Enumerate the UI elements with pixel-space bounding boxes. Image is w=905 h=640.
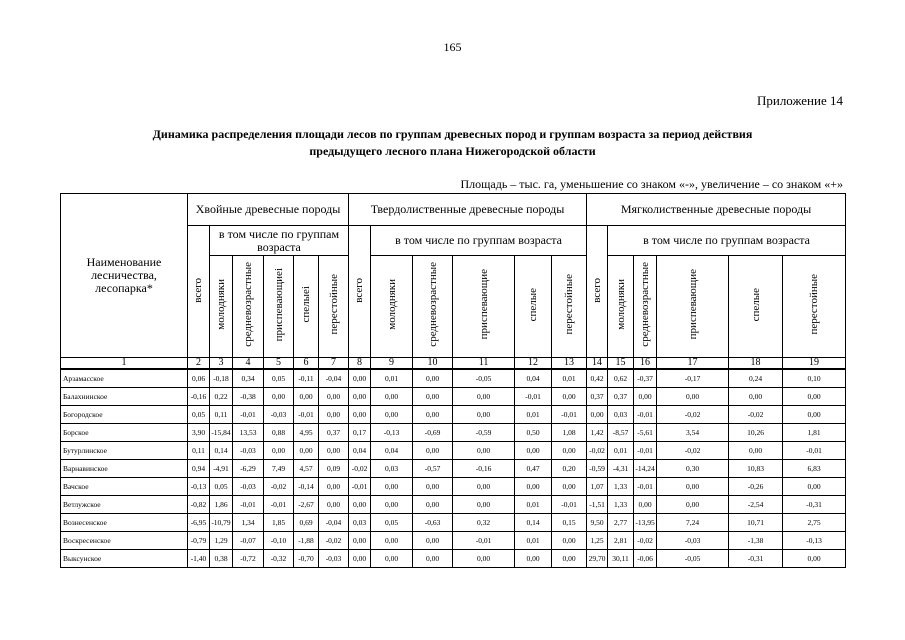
column-number: 8 <box>349 358 371 370</box>
page-number: 165 <box>443 40 462 54</box>
table-cell: -0,57 <box>413 460 453 478</box>
table-row <box>61 460 846 478</box>
table-cell: -1,38 <box>729 532 783 550</box>
table-cell: -0,02 <box>319 532 349 550</box>
table-cell: 0,94 <box>188 460 210 478</box>
forestry-name: Вачское <box>61 478 188 496</box>
table-cell: 0,00 <box>552 388 587 406</box>
table-cell: -0,14 <box>294 478 319 496</box>
table-cell: 0,00 <box>413 369 453 388</box>
table-cell: 10,83 <box>729 460 783 478</box>
table-cell: 0,00 <box>453 496 515 514</box>
table-cell: -0,26 <box>729 478 783 496</box>
table-cell: 0,00 <box>413 550 453 568</box>
table-cell: 0,00 <box>413 442 453 460</box>
table-cell: 0,00 <box>371 478 413 496</box>
table-cell: -0,01 <box>233 406 264 424</box>
table-cell: 0,00 <box>453 478 515 496</box>
table-cell: -0,06 <box>634 550 657 568</box>
table-row <box>61 550 846 568</box>
header-conifer-subgroup: в том числе по группам возраста <box>210 226 349 256</box>
header-soft-total: всего <box>587 226 608 358</box>
table-cell: 2,77 <box>608 514 634 532</box>
table-cell: 2,75 <box>783 514 846 532</box>
header-soft-ripe: спелые <box>729 256 783 358</box>
table-cell: 1,34 <box>233 514 264 532</box>
table-row <box>61 388 846 406</box>
table-row <box>61 442 846 460</box>
table-cell: -0,17 <box>657 369 729 388</box>
table-cell: 1,25 <box>587 532 608 550</box>
table-cell: 4,57 <box>294 460 319 478</box>
header-soft-maturing: приспевающие <box>657 256 729 358</box>
table-cell: 30,11 <box>608 550 634 568</box>
table-cell: -0,03 <box>319 550 349 568</box>
table-cell: 0,14 <box>515 514 552 532</box>
table-row <box>61 424 846 442</box>
forest-dynamics-table <box>60 193 846 568</box>
table-cell: 0,04 <box>349 442 371 460</box>
table-cell: 0,38 <box>210 550 233 568</box>
table-body <box>61 369 846 568</box>
table-cell: 0,17 <box>349 424 371 442</box>
table-cell: -0,16 <box>453 460 515 478</box>
table-cell: 13,53 <box>233 424 264 442</box>
table-cell: 0,00 <box>453 406 515 424</box>
table-row <box>61 514 846 532</box>
table-cell: 0,00 <box>349 532 371 550</box>
table-cell: 0,62 <box>608 369 634 388</box>
table-cell: -5,61 <box>634 424 657 442</box>
table-cell: -0,07 <box>233 532 264 550</box>
forestry-name: Балахнинское <box>61 388 188 406</box>
forestry-name: Богородское <box>61 406 188 424</box>
table-cell: -0,02 <box>634 532 657 550</box>
table-cell: 0,05 <box>188 406 210 424</box>
table-cell: -0,01 <box>552 496 587 514</box>
table-cell: -0,59 <box>453 424 515 442</box>
table-cell: 0,15 <box>552 514 587 532</box>
table-cell: 1,86 <box>210 496 233 514</box>
table-cell: 0,00 <box>729 388 783 406</box>
table-cell: -4,31 <box>608 460 634 478</box>
table-cell: 0,00 <box>319 388 349 406</box>
table-cell: -0,01 <box>294 406 319 424</box>
table-cell: 0,00 <box>587 406 608 424</box>
table-cell: 1,85 <box>264 514 294 532</box>
table-cell: -0,01 <box>634 478 657 496</box>
table-row <box>61 478 846 496</box>
forestry-name: Выксунское <box>61 550 188 568</box>
table-cell: -0,01 <box>634 442 657 460</box>
table-cell: 0,00 <box>264 388 294 406</box>
table-cell: 0,00 <box>413 496 453 514</box>
table-cell: 0,03 <box>608 406 634 424</box>
table-cell: 0,00 <box>657 478 729 496</box>
table-cell: 0,00 <box>294 442 319 460</box>
table-cell: 0,00 <box>264 442 294 460</box>
column-number: 10 <box>413 358 453 370</box>
table-cell: 0,00 <box>729 442 783 460</box>
title-line-1: Динамика распределения площади лесов по группам древесных пород и группам возраста за период действия <box>152 127 753 141</box>
forestry-name: Бутурлинское <box>61 442 188 460</box>
table-cell: 0,42 <box>587 369 608 388</box>
table-cell: -0,70 <box>294 550 319 568</box>
table-cell: 0,50 <box>515 424 552 442</box>
header-conifer-maturing: приспевающиеi <box>264 256 294 358</box>
table-cell: 1,08 <box>552 424 587 442</box>
table-cell: 9,50 <box>587 514 608 532</box>
table-cell: 2,81 <box>608 532 634 550</box>
header-hard-ripe: спелые <box>515 256 552 358</box>
table-cell: 0,00 <box>634 496 657 514</box>
table-cell: 0,01 <box>515 532 552 550</box>
table-cell: 1,29 <box>210 532 233 550</box>
table-cell: -13,95 <box>634 514 657 532</box>
table-cell: -0,04 <box>319 369 349 388</box>
table-cell: -2,67 <box>294 496 319 514</box>
table-row <box>61 369 846 388</box>
table-cell: -0,32 <box>264 550 294 568</box>
table-row <box>61 496 846 514</box>
table-cell: 10,71 <box>729 514 783 532</box>
header-name-column: Наименование лесничества, лесопарка* <box>61 194 188 358</box>
table-cell: 0,88 <box>264 424 294 442</box>
table-cell: 0,37 <box>319 424 349 442</box>
table-cell: 7,24 <box>657 514 729 532</box>
table-cell: -0,13 <box>188 478 210 496</box>
table-cell: -1,40 <box>188 550 210 568</box>
table-cell: -0,10 <box>264 532 294 550</box>
header-hard-subgroup: в том числе по группам возраста <box>371 226 587 256</box>
table-cell: 0,00 <box>371 406 413 424</box>
column-number: 17 <box>657 358 729 370</box>
forestry-name: Ветлужское <box>61 496 188 514</box>
table-cell: -0,18 <box>210 369 233 388</box>
table-cell: 0,37 <box>587 388 608 406</box>
table-cell: -6,29 <box>233 460 264 478</box>
table-cell: 0,00 <box>349 496 371 514</box>
forestry-name: Воскресенское <box>61 532 188 550</box>
table-cell: 0,04 <box>515 369 552 388</box>
forestry-name: Арзамасское <box>61 369 188 388</box>
header-group-softwood: Мягколиственные древесные породы <box>587 194 846 226</box>
table-cell: 0,05 <box>371 514 413 532</box>
table-cell: 0,00 <box>371 532 413 550</box>
table-row <box>61 406 846 424</box>
table-cell: -0,01 <box>453 532 515 550</box>
table-cell: 0,09 <box>319 460 349 478</box>
table-cell: -0,05 <box>453 369 515 388</box>
table-cell: 0,22 <box>210 388 233 406</box>
header-soft-middle: средневозрастные <box>634 256 657 358</box>
column-number: 2 <box>188 358 210 370</box>
column-number: 3 <box>210 358 233 370</box>
table-cell: -0,05 <box>657 550 729 568</box>
table-cell: -0,02 <box>657 406 729 424</box>
table-cell: 0,05 <box>210 478 233 496</box>
table-cell: -0,02 <box>657 442 729 460</box>
table-cell: -0,63 <box>413 514 453 532</box>
header-hard-overripe: перестойные <box>552 256 587 358</box>
table-cell: 1,81 <box>783 424 846 442</box>
forestry-name: Варнавинское <box>61 460 188 478</box>
table-cell: -0,37 <box>634 369 657 388</box>
table-cell: -10,79 <box>210 514 233 532</box>
header-hard-maturing: приспевающие <box>453 256 515 358</box>
table-cell: 0,00 <box>349 369 371 388</box>
table-cell: 0,20 <box>552 460 587 478</box>
header-hard-middle: средневозрастные <box>413 256 453 358</box>
table-cell: -0,02 <box>349 460 371 478</box>
table-cell: -0,01 <box>783 442 846 460</box>
table-cell: -0,02 <box>587 442 608 460</box>
column-number: 6 <box>294 358 319 370</box>
table-cell: 0,00 <box>552 532 587 550</box>
table-cell: 0,00 <box>319 442 349 460</box>
table-cell: -0,04 <box>319 514 349 532</box>
units-note: Площадь – тыс. га, уменьшение со знаком «-», увеличение – со знаком «+» <box>460 177 843 191</box>
table-cell: -0,02 <box>264 478 294 496</box>
table-cell: 0,03 <box>371 460 413 478</box>
table-cell: 0,00 <box>783 388 846 406</box>
table-cell: 1,33 <box>608 496 634 514</box>
table-cell: 0,00 <box>349 550 371 568</box>
table-cell: 0,01 <box>552 369 587 388</box>
table-cell: -0,01 <box>349 478 371 496</box>
table-cell: -4,91 <box>210 460 233 478</box>
table-cell: -1,51 <box>587 496 608 514</box>
table-cell: 4,95 <box>294 424 319 442</box>
table-cell: 0,11 <box>210 406 233 424</box>
header-soft-subgroup: в том числе по группам возраста <box>608 226 846 256</box>
table-cell: -0,69 <box>413 424 453 442</box>
table-cell: -0,13 <box>371 424 413 442</box>
table-cell: -0,02 <box>729 406 783 424</box>
table-cell: 0,00 <box>657 496 729 514</box>
table-cell: 0,00 <box>552 478 587 496</box>
table-cell: -0,01 <box>264 496 294 514</box>
column-number-row <box>61 358 846 370</box>
table-cell: -0,01 <box>515 388 552 406</box>
table-cell: -0,03 <box>233 478 264 496</box>
column-number: 14 <box>587 358 608 370</box>
table-cell: -2,54 <box>729 496 783 514</box>
table-cell: 0,06 <box>188 369 210 388</box>
table-cell: 0,00 <box>783 406 846 424</box>
table-cell: 0,11 <box>188 442 210 460</box>
table-cell: -0,38 <box>233 388 264 406</box>
table-cell: 1,07 <box>587 478 608 496</box>
table-cell: 0,00 <box>413 532 453 550</box>
column-number: 5 <box>264 358 294 370</box>
table-cell: -8,57 <box>608 424 634 442</box>
column-number: 4 <box>233 358 264 370</box>
table-cell: -0,03 <box>657 532 729 550</box>
appendix-label: Приложение 14 <box>756 93 843 108</box>
table-cell: 0,00 <box>371 388 413 406</box>
table-cell: 0,00 <box>453 550 515 568</box>
table-cell: 0,00 <box>319 496 349 514</box>
table-cell: -15,84 <box>210 424 233 442</box>
table-cell: -0,72 <box>233 550 264 568</box>
column-number: 18 <box>729 358 783 370</box>
table-cell: 0,00 <box>349 388 371 406</box>
table-cell: 0,00 <box>371 496 413 514</box>
table-cell: -0,16 <box>188 388 210 406</box>
header-conifer-young: молодняки <box>210 256 233 358</box>
table-cell: -0,01 <box>233 496 264 514</box>
document-title <box>60 126 845 160</box>
table-cell: -0,31 <box>729 550 783 568</box>
header-conifer-total: всего <box>188 226 210 358</box>
header-conifer-overripe: перестойные <box>319 256 349 358</box>
table-cell: -0,11 <box>294 369 319 388</box>
table-cell: 3,90 <box>188 424 210 442</box>
header-group-hardwood: Твердолиственные древесные породы <box>349 194 587 226</box>
table-cell: 0,01 <box>515 406 552 424</box>
table-cell: 3,54 <box>657 424 729 442</box>
table-cell: 0,00 <box>552 442 587 460</box>
table-cell: 0,00 <box>319 478 349 496</box>
table-cell: 0,47 <box>515 460 552 478</box>
table-cell: 0,00 <box>371 550 413 568</box>
table-cell: 0,00 <box>413 406 453 424</box>
table-cell: -0,01 <box>552 406 587 424</box>
table-cell: 10,26 <box>729 424 783 442</box>
table-cell: 29,70 <box>587 550 608 568</box>
table-cell: 0,01 <box>515 496 552 514</box>
table-cell: -0,03 <box>264 406 294 424</box>
table-cell: 0,37 <box>608 388 634 406</box>
table-cell: 0,00 <box>453 442 515 460</box>
table-cell: 0,00 <box>515 442 552 460</box>
table-cell: 0,00 <box>319 406 349 424</box>
table-cell: -0,31 <box>783 496 846 514</box>
table-cell: 0,00 <box>552 550 587 568</box>
table-cell: -14,24 <box>634 460 657 478</box>
column-number: 19 <box>783 358 846 370</box>
table-cell: 0,10 <box>783 369 846 388</box>
table-cell: 0,24 <box>729 369 783 388</box>
table-cell: 0,00 <box>453 388 515 406</box>
table-cell: 0,00 <box>515 550 552 568</box>
table-cell: 0,01 <box>608 442 634 460</box>
column-number: 12 <box>515 358 552 370</box>
table-cell: 0,30 <box>657 460 729 478</box>
header-soft-overripe: перестойные <box>783 256 846 358</box>
column-number: 7 <box>319 358 349 370</box>
table-cell: 0,03 <box>349 514 371 532</box>
table-cell: -0,13 <box>783 532 846 550</box>
table-cell: 0,69 <box>294 514 319 532</box>
table-row <box>61 532 846 550</box>
table-cell: 6,83 <box>783 460 846 478</box>
column-number: 15 <box>608 358 634 370</box>
header-group-conifer: Хвойные древесные породы <box>188 194 349 226</box>
table-cell: 0,01 <box>371 369 413 388</box>
table-cell: -6,95 <box>188 514 210 532</box>
table-cell: 1,33 <box>608 478 634 496</box>
table-cell: -1,88 <box>294 532 319 550</box>
table-cell: 0,00 <box>294 388 319 406</box>
table-cell: 0,32 <box>453 514 515 532</box>
column-number: 13 <box>552 358 587 370</box>
table-cell: -0,01 <box>634 406 657 424</box>
table-cell: -0,82 <box>188 496 210 514</box>
table-cell: 0,05 <box>264 369 294 388</box>
header-hard-total: всего <box>349 226 371 358</box>
table-cell: 0,00 <box>783 478 846 496</box>
table-cell: 1,42 <box>587 424 608 442</box>
header-soft-young: молодняки <box>608 256 634 358</box>
table-cell: 0,04 <box>371 442 413 460</box>
table-cell: -0,03 <box>233 442 264 460</box>
table-cell: 0,00 <box>634 388 657 406</box>
table-cell: 0,00 <box>413 478 453 496</box>
title-line-2: предыдущего лесного плана Нижегородской области <box>309 144 596 158</box>
header-conifer-middle: средневозрастные <box>233 256 264 358</box>
table-cell: 0,14 <box>210 442 233 460</box>
table-cell: -0,79 <box>188 532 210 550</box>
column-number: 11 <box>453 358 515 370</box>
column-number: 9 <box>371 358 413 370</box>
table-cell: 0,34 <box>233 369 264 388</box>
table-cell: -0,59 <box>587 460 608 478</box>
header-hard-young: молодняки <box>371 256 413 358</box>
table-cell: 0,00 <box>657 388 729 406</box>
table-cell: 7,49 <box>264 460 294 478</box>
column-number: 1 <box>61 358 188 370</box>
table-cell: 0,00 <box>515 478 552 496</box>
column-number: 16 <box>634 358 657 370</box>
table-cell: 0,00 <box>783 550 846 568</box>
forestry-name: Вознесенское <box>61 514 188 532</box>
header-conifer-ripe: спелыеi <box>294 256 319 358</box>
table-cell: 0,00 <box>349 406 371 424</box>
table-cell: 0,00 <box>413 388 453 406</box>
forestry-name: Борское <box>61 424 188 442</box>
